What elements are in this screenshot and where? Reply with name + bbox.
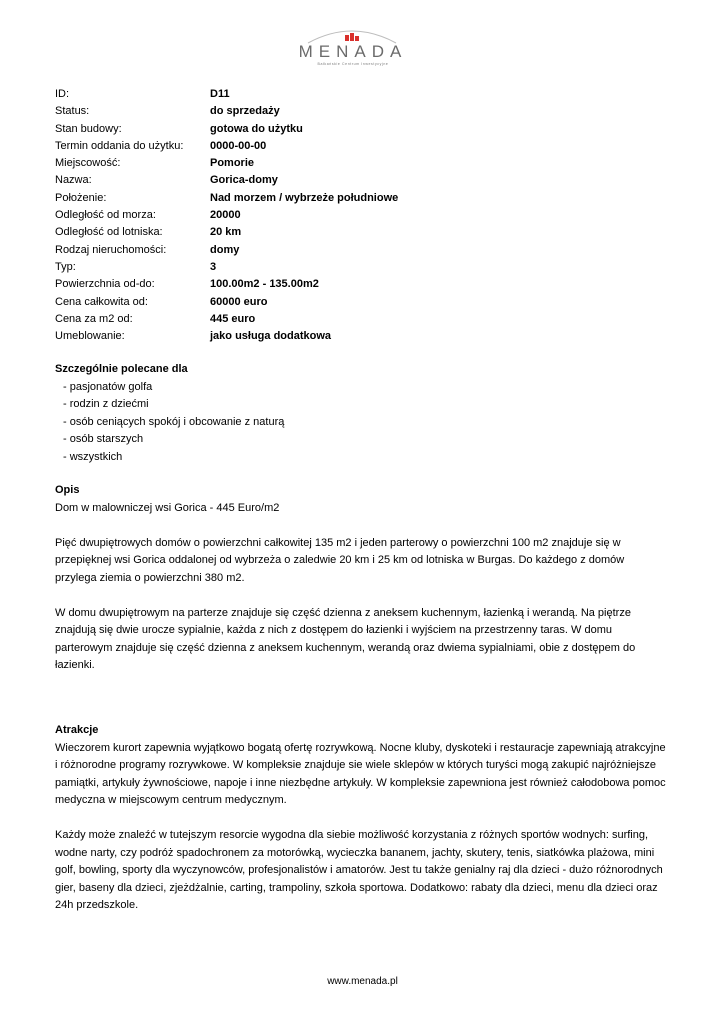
detail-row-furnishing: [55, 328, 655, 345]
detail-row-area: [55, 276, 655, 293]
detail-label: Miejscowość:: [55, 157, 121, 170]
detail-label: Stan budowy:: [55, 122, 122, 135]
detail-label: Położenie:: [55, 191, 107, 204]
detail-row-location: [55, 190, 655, 207]
attractions-heading: Atrakcje: [55, 724, 99, 736]
detail-label: Status:: [55, 105, 90, 118]
detail-value: Pomorie: [210, 157, 255, 170]
attractions-section: [55, 722, 667, 915]
property-details: [55, 86, 655, 345]
attractions-paragraph: Każdy może znaleźć w tutejszym resorcie wygodna dla siebie możliwość korzystania z różnych sportów wodnych: surfing, wodne narty, czy podróż spadochronem za motorówką, wycieczka bananem, jachty, skutery, tenis, siatkówka plażowa, mini golf, bowling, sporty dla wyczynowców, profesjonalistów i amatorów. Jest tu także genialny raj dla dzieci - dużo różnorodnych gier, baseny dla dzieci, zjeżdżalnie, carting, trampoliny, szkoła sportowa. Dodatkowo: rabaty dla dzieci, menu dla dzieci oraz 24h przedszkole.: [55, 829, 663, 911]
detail-row-name: [55, 172, 655, 189]
detail-value: 0000-00-00: [210, 139, 267, 152]
description-paragraph: Pięć dwupiętrowych domów o powierzchni całkowitej 135 m2 i jeden parterowy o powierzchni 100 m2 znajduje się w przepięknej wsi Gorica oddalonej od wybrzeża o zaledwie 20 km i 25 km od lotniska w Burgas. Do każdego z domów przylega ziemia o powierzchni 380 m2.: [55, 536, 625, 584]
detail-value: 3: [210, 260, 217, 273]
detail-label: Cena za m2 od:: [55, 312, 133, 325]
detail-row-status: [55, 103, 655, 120]
detail-label: ID:: [55, 88, 70, 100]
attractions-paragraph: Wieczorem kurort zapewnia wyjątkowo bogatą ofertę rozrywkową. Nocne kluby, dyskoteki i restauracje zapewniają atrakcyjne i różnorodne programy rozrywkowe. W kompleksie znajduje sie wiele sklepów w których turyści mogą zakupić najróżniejsze pamiątki, artykuły żywnościowe, napoje i inne niezbędne artykuły. W kompleksie zapewniona jest również całodobowa pomoc medyczna w miejscowym centrum medycznym.: [55, 741, 666, 806]
detail-value: D11: [210, 88, 230, 100]
logo-wordmark: MENADA: [298, 42, 408, 61]
detail-label: Odległość od lotniska:: [55, 226, 163, 239]
description-subtitle: Dom w malowniczej wsi Gorica - 445 Euro/m2: [55, 501, 280, 514]
detail-row-completion-date: [55, 138, 655, 155]
detail-value: 60000 euro: [210, 295, 268, 308]
detail-value: Gorica-domy: [210, 174, 278, 187]
detail-value: 20 km: [210, 226, 242, 239]
footer-url: www.menada.pl: [327, 976, 398, 987]
detail-value: gotowa do użytku: [210, 122, 303, 135]
detail-value: 100.00m2 - 135.00m2: [210, 278, 319, 291]
detail-row-property-kind: [55, 242, 655, 259]
detail-row-sea-distance: [55, 207, 655, 224]
detail-row-construction: [55, 121, 655, 138]
recommended-item: - osób ceniących spokój i obcowanie z naturą: [63, 415, 285, 428]
detail-label: Nazwa:: [55, 174, 92, 187]
menada-logo: [290, 22, 415, 70]
detail-label: Umeblowanie:: [55, 330, 125, 343]
recommended-item: - osób starszych: [63, 433, 144, 445]
recommended-item: - pasjonatów golfa: [63, 380, 153, 393]
detail-row-total-price: [55, 294, 655, 311]
detail-value: jako usługa dodatkowa: [210, 330, 332, 343]
detail-row-airport-distance: [55, 224, 655, 241]
detail-value: 20000: [210, 209, 241, 222]
recommended-heading: Szczególnie polecane dla: [55, 363, 188, 375]
detail-row-type: [55, 259, 655, 276]
detail-value: do sprzedaży: [210, 105, 280, 118]
recommended-item: - wszystkich: [63, 450, 123, 463]
detail-label: Cena całkowita od:: [55, 295, 148, 308]
detail-label: Rodzaj nieruchomości:: [55, 243, 167, 256]
detail-row-town: [55, 155, 655, 172]
detail-label: Typ:: [55, 260, 76, 273]
detail-label: Termin oddania do użytku:: [55, 139, 184, 152]
detail-row-id: [55, 86, 655, 103]
detail-value: 445 euro: [210, 312, 256, 325]
description-paragraph: W domu dwupiętrowym na parterze znajduje się część dzienna z aneksem kuchennym, łazienką i werandą. Na piętrze znajdują się dwie urocze sypialnie, każda z nich z dostępem do łazienki i wyjściem na przestrzenny taras. W domu parterowym znajduje się część dzienna z aneksem kuchennym, werandą oraz dwiema sypialniami, obie z dostępem do łazienki.: [55, 606, 636, 671]
detail-label: Powierzchnia od-do:: [55, 278, 155, 291]
detail-value: Nad morzem / wybrzeże południowe: [210, 191, 399, 204]
detail-label: Odległość od morza:: [55, 209, 156, 222]
recommended-section: [55, 361, 667, 466]
description-section: [55, 482, 667, 675]
detail-value: domy: [210, 243, 240, 256]
description-heading: Opis: [55, 484, 80, 496]
detail-row-price-per-m2: [55, 311, 655, 328]
logo-tagline: Bałkańskie Centrum Inwestycyjne: [317, 62, 389, 66]
recommended-item: - rodzin z dziećmi: [63, 398, 149, 410]
